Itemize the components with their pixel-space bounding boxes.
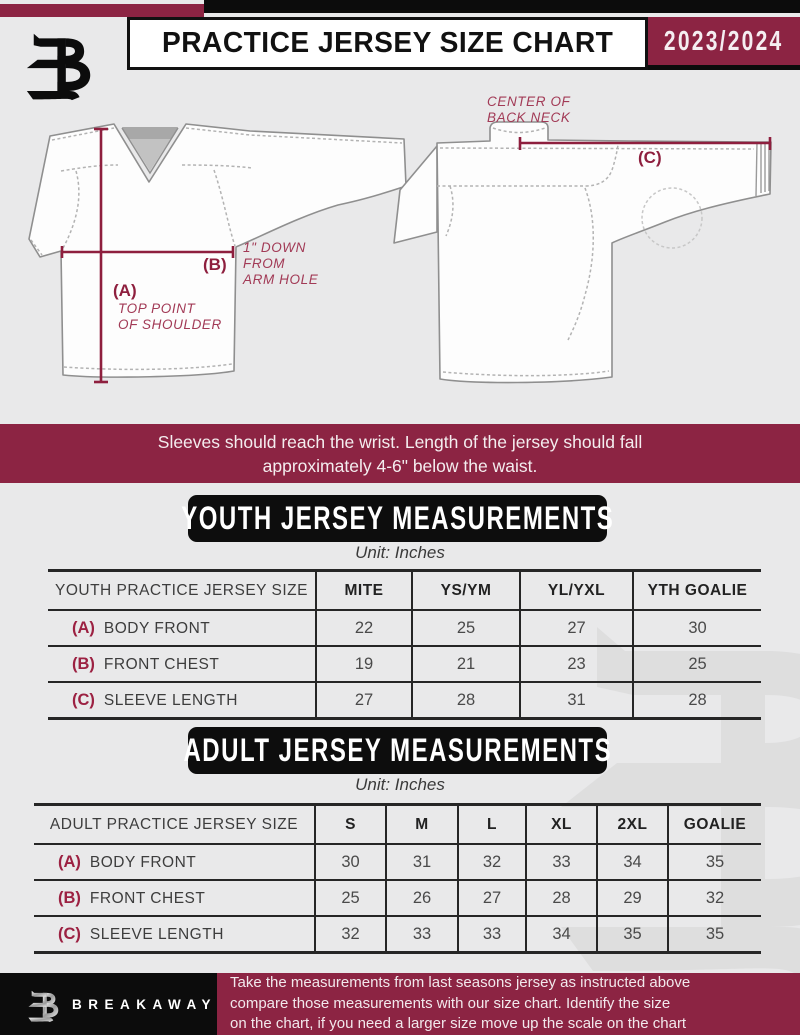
measure-value-cell: 28: [412, 682, 520, 719]
measure-value-cell: 31: [520, 682, 633, 719]
measure-value-cell: 32: [458, 844, 526, 880]
measure-key: (A): [72, 618, 95, 637]
adult-section-title: ADULT JERSEY MEASUREMENTS: [183, 732, 612, 768]
footer-brand-name: BREAKAWAY: [71, 996, 217, 1012]
measure-key: (B): [72, 654, 95, 673]
measure-value-cell: 35: [597, 916, 668, 953]
measure-label-cell: [34, 844, 315, 880]
front-neck-band: [122, 127, 178, 139]
measure-value-cell: 30: [315, 844, 386, 880]
measure-value-cell: 33: [386, 916, 458, 953]
table-row: [34, 880, 761, 916]
measure-value-cell: 35: [668, 844, 761, 880]
measure-value-cell: 34: [597, 844, 668, 880]
adult-unit-label: Unit: Inches: [355, 775, 445, 794]
measure-value-cell: 28: [526, 880, 597, 916]
page-title: PRACTICE JERSEY SIZE CHART: [161, 27, 614, 59]
table-label-header: ADULT PRACTICE JERSEY SIZE: [49, 815, 299, 833]
jersey-diagram: [0, 88, 800, 424]
table-row: [34, 916, 761, 953]
size-column-header: YS/YM: [412, 571, 520, 611]
youth-section-title-box: [180, 495, 615, 542]
measure-label-cell: [48, 682, 316, 719]
footer-note-line-3: on the chart, if you need a larger size move up the scale on the chart: [230, 1015, 687, 1033]
top-maroon-strip: [0, 4, 204, 17]
table-label-header: YOUTH PRACTICE JERSEY SIZE: [54, 581, 308, 599]
table-header-row: [48, 571, 761, 611]
footer-breakaway-logo-icon: [27, 984, 63, 1024]
measure-value-cell: 32: [668, 880, 761, 916]
size-column-header: S: [315, 805, 386, 845]
label-b-note-3: ARM HOLE: [243, 272, 319, 287]
top-black-strip: [204, 0, 800, 13]
fit-note-line-1: Sleeves should reach the wrist. Length of the jersey should fall: [157, 431, 643, 452]
fit-note-banner: [0, 424, 800, 483]
measure-label-cell: [48, 646, 316, 682]
back-jersey-drawing: [394, 122, 771, 383]
fit-note-line-2: approximately 4-6" below the waist.: [262, 455, 538, 476]
season-badge: [648, 17, 800, 70]
size-column-header: GOALIE: [668, 805, 761, 845]
size-column-header: YTH GOALIE: [633, 571, 761, 611]
measure-value-cell: 29: [597, 880, 668, 916]
measure-value-cell: 32: [315, 916, 386, 953]
measure-value-cell: 30: [633, 610, 761, 646]
label-b-note-1: 1" DOWN: [243, 240, 306, 255]
measure-name: FRONT CHEST: [103, 655, 220, 673]
measure-key: (C): [58, 924, 81, 943]
measure-value-cell: 33: [526, 844, 597, 880]
measure-key: (A): [58, 852, 81, 871]
label-a-note-1: TOP POINT: [118, 301, 196, 316]
youth-unit-label: Unit: Inches: [355, 543, 445, 562]
size-column-header: M: [386, 805, 458, 845]
adult-table-wrap: [34, 803, 761, 954]
footer-note-area: [217, 973, 800, 1035]
adult-section-title-box: [183, 727, 612, 774]
measure-value-cell: 28: [633, 682, 761, 719]
table-row: [48, 646, 761, 682]
measure-value-cell: 25: [315, 880, 386, 916]
size-column-header: YL/YXL: [520, 571, 633, 611]
measure-name: BODY FRONT: [89, 853, 197, 871]
youth-table: [48, 569, 761, 720]
table-row: [34, 844, 761, 880]
measure-value-cell: 27: [458, 880, 526, 916]
measure-name: BODY FRONT: [103, 619, 211, 637]
label-b-note-2: FROM: [243, 256, 286, 271]
measure-key: (C): [72, 690, 95, 709]
measure-value-cell: 25: [633, 646, 761, 682]
size-column-header: MITE: [316, 571, 412, 611]
measure-value-cell: 33: [458, 916, 526, 953]
label-c-note-1: CENTER OF: [487, 94, 571, 109]
measure-value-cell: 22: [316, 610, 412, 646]
measure-name: SLEEVE LENGTH: [103, 691, 238, 709]
season-label: 2023/2024: [664, 25, 784, 56]
size-column-header: XL: [526, 805, 597, 845]
label-a-note-2: OF SHOULDER: [118, 317, 222, 332]
label-c-key: (C): [638, 148, 662, 167]
label-a-key: (A): [113, 281, 137, 300]
table-row: [48, 610, 761, 646]
footer: [0, 973, 800, 1035]
measure-key: (B): [58, 888, 81, 907]
measure-value-cell: 31: [386, 844, 458, 880]
measure-value-cell: 19: [316, 646, 412, 682]
measure-value-cell: 23: [520, 646, 633, 682]
measure-value-cell: 35: [668, 916, 761, 953]
table-row: [48, 682, 761, 719]
measure-value-cell: 27: [316, 682, 412, 719]
footer-brand-area: [0, 973, 217, 1035]
measure-name: SLEEVE LENGTH: [89, 925, 224, 943]
table-header-row: [34, 805, 761, 845]
measure-value-cell: 34: [526, 916, 597, 953]
measure-label-cell: [48, 610, 316, 646]
youth-section-title: YOUTH JERSEY MEASUREMENTS: [180, 500, 615, 536]
page-title-box: [127, 17, 648, 70]
measure-label-cell: [34, 880, 315, 916]
size-column-header: 2XL: [597, 805, 668, 845]
measure-value-cell: 26: [386, 880, 458, 916]
youth-table-wrap: [48, 569, 761, 720]
front-jersey-drawing: [29, 124, 406, 377]
measure-value-cell: 25: [412, 610, 520, 646]
measure-label-cell: [34, 916, 315, 953]
measure-value-cell: 27: [520, 610, 633, 646]
footer-note-line-1: Take the measurements from last seasons jersey as instructed above: [230, 974, 691, 992]
label-c-note-2: BACK NECK: [487, 110, 571, 125]
adult-table: [34, 803, 761, 954]
size-column-header: L: [458, 805, 526, 845]
measure-name: FRONT CHEST: [89, 889, 206, 907]
measure-value-cell: 21: [412, 646, 520, 682]
label-b-key: (B): [203, 255, 227, 274]
footer-note-line-2: compare those measurements with our size chart. Identify the size: [230, 994, 671, 1012]
